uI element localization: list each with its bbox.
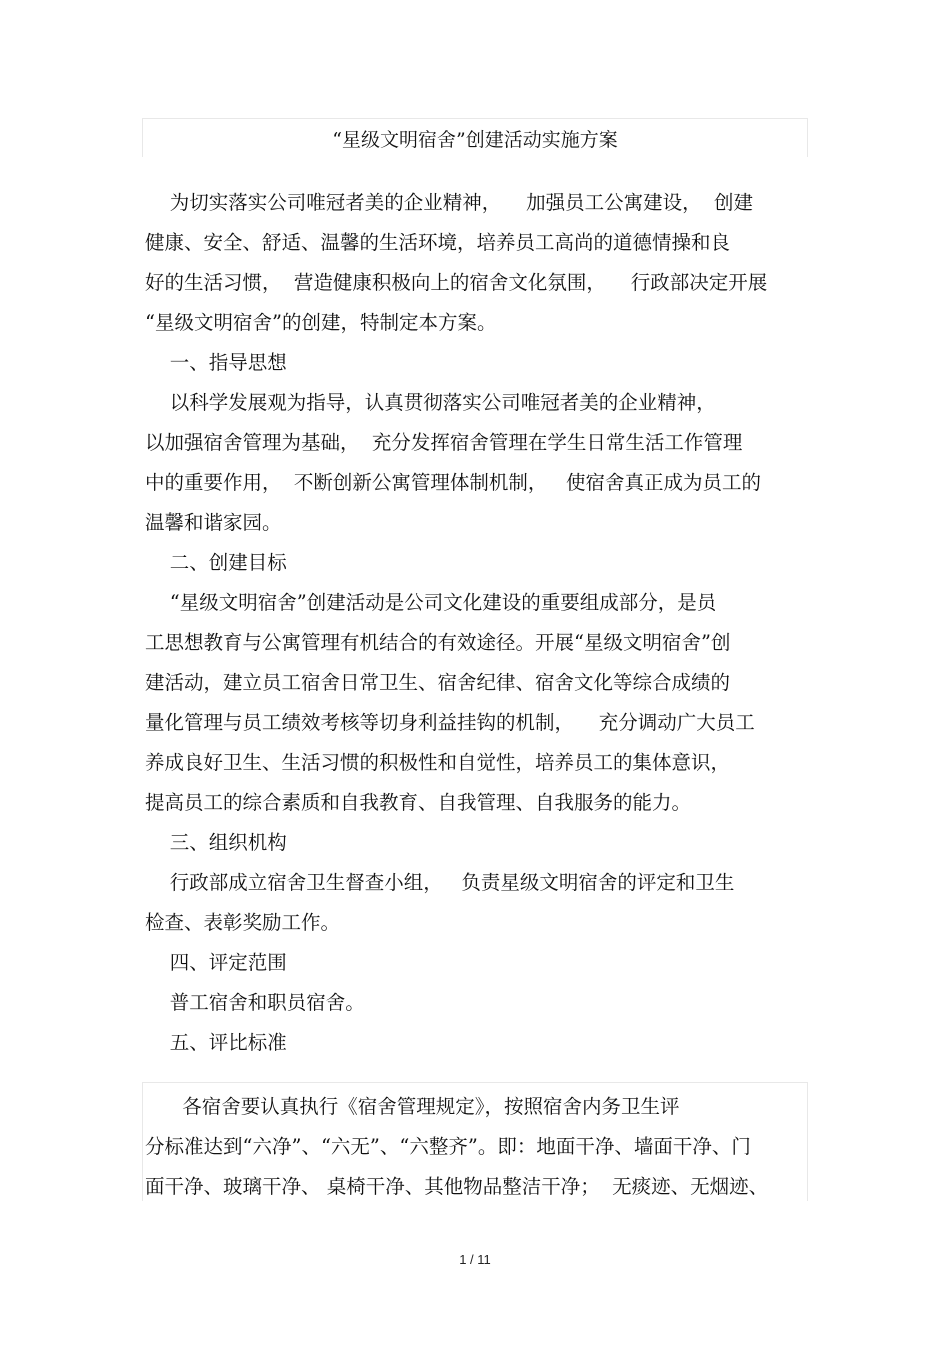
paragraph-line: 面干净、玻璃干净、 桌椅干净、其他物品整洁干净； 无痰迹、无烟迹、 [145,1175,769,1198]
paragraph-line: 提高员工的综合素质和自我教育、自我管理、自我服务的能力。 [145,791,692,814]
paragraph-line: 分标准达到“六净”、“六无”、“六整齐”。即：地面干净、墙面干净、门 [145,1135,751,1158]
paragraph-line: “星级文明宿舍”创建活动是公司文化建设的重要组成部分，是员 [145,591,717,614]
paragraph-line: 普工宿舍和职员宿舍。 [145,991,365,1014]
paragraph-line: 养成良好卫生、生活习惯的积极性和自觉性，培养员工的集体意识， [145,751,731,774]
document-title: “星级文明宿舍”创建活动实施方案 [332,129,618,151]
paragraph-line: 量化管理与员工绩效考核等切身利益挂钩的机制， 充分调动广大员工 [145,711,755,734]
section-heading: 一、指导思想 [145,351,287,374]
paragraph-line: 检查、表彰奖励工作。 [145,911,341,934]
paragraph-line: 以加强宿舍管理为基础， 充分发挥宿舍管理在学生日常生活工作管理 [145,431,743,454]
paragraph-line: 中的重要作用， 不断创新公寓管理体制机制， 使宿舍真正成为员工的 [145,471,761,494]
section-heading: 二、创建目标 [145,551,287,574]
page-number: 1 / 11 [459,1252,491,1267]
section-heading: 五、评比标准 [145,1031,287,1054]
paragraph-line: 工思想教育与公寓管理有机结合的有效途径。开展“星级文明宿舍”创 [145,631,731,654]
paragraph-line: 为切实落实公司唯冠者美的企业精神， 加强员工公寓建设， 创建 [145,191,753,214]
section-heading: 四、评定范围 [145,951,287,974]
paragraph-line: “星级文明宿舍”的创建，特制定本方案。 [145,311,497,334]
paragraph-line: 行政部成立宿舍卫生督查小组， 负责星级文明宿舍的评定和卫生 [145,871,735,894]
paragraph-line: 温馨和谐家园。 [145,511,282,534]
section-heading: 三、组织机构 [145,831,287,854]
paragraph-line: 好的生活习惯， 营造健康积极向上的宿舍文化氛围， 行政部决定开展 [145,271,768,294]
paragraph-line: 健康、安全、舒适、温馨的生活环境，培养员工高尚的道德情操和良 [145,231,731,254]
paragraph-line: 各宿舍要认真执行《宿舍管理规定》，按照宿舍内务卫生评 [145,1095,680,1118]
paragraph-line: 建活动，建立员工宿舍日常卫生、宿舍纪律、宿舍文化等综合成绩的 [145,671,731,694]
paragraph-line: 以科学发展观为指导，认真贯彻落实公司唯冠者美的企业精神， [145,391,716,414]
